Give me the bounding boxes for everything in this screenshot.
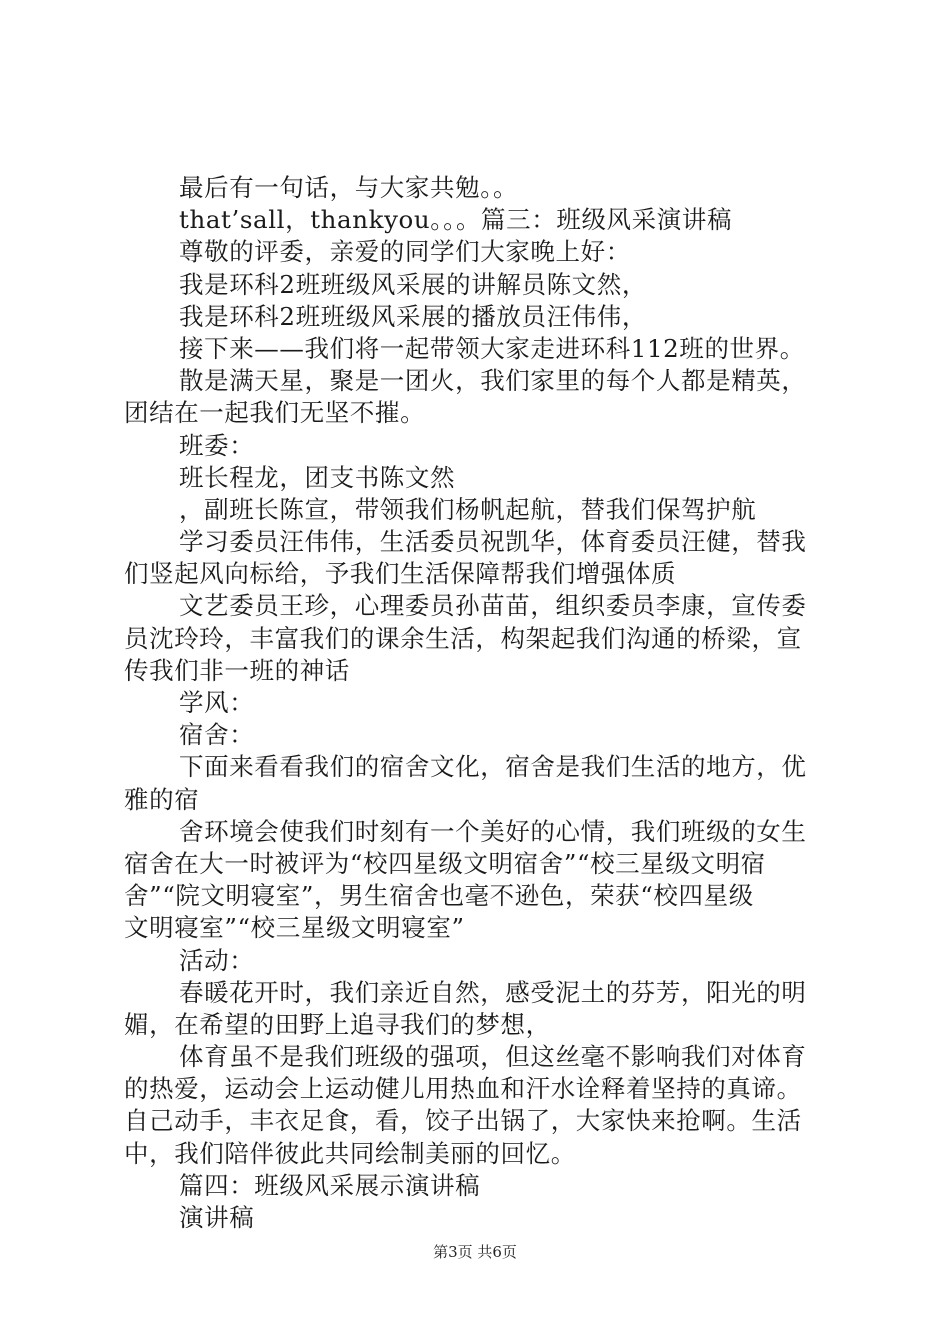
text-line: 最后有一句话，与大家共勉。。: [179, 173, 519, 202]
section-heading: 篇四：班级风采展示演讲稿: [179, 1170, 481, 1200]
text-line: 体育虽不是我们班级的强项，但这丝毫不影响我们对体育: [179, 1042, 807, 1072]
text-line: 文艺委员王珍，心理委员孙苗苗，组织委员李康，宣传委: [179, 591, 807, 621]
page-number-footer: 第3页 共6页: [433, 1243, 517, 1261]
text-line: 下面来看看我们的宿舍文化，宿舍是我们生活的地方，优: [179, 752, 807, 782]
section-heading: 活动：: [179, 945, 255, 975]
document-body: [124, 172, 834, 1234]
section-heading: 宿舍：: [179, 720, 255, 750]
text-line: 团结在一起我们无坚不摧。: [124, 398, 426, 428]
text-line: 我是环科2班班级风采展的播放员汪伟伟，: [179, 301, 647, 331]
text-line: 班长程龙，团支书陈文然: [179, 462, 456, 492]
text-line: 舍环境会使我们时刻有一个美好的心情，我们班级的女生: [179, 816, 807, 846]
section-heading: 学风：: [179, 688, 255, 717]
text-line: 学习委员汪伟伟，生活委员祝凯华，体育委员汪健，替我: [179, 527, 807, 557]
text-line: that’sall，thankyou。。。篇三：班级风采演讲稿: [179, 205, 733, 235]
text-line: 中，我们陪伴彼此共同绘制美丽的回忆。: [124, 1138, 576, 1168]
section-heading: 班委：: [179, 430, 255, 460]
text-line: 文明寝室”“校三星级文明寝室”: [124, 913, 465, 943]
text-line: 我是环科2班班级风采展的讲解员陈文然，: [179, 269, 647, 299]
text-line: 演讲稿: [179, 1203, 255, 1232]
text-line: 尊敬的评委，亲爱的同学们大家晚上好：: [179, 237, 631, 267]
text-line: 接下来——我们将一起带领大家走进环科112班的世界。: [179, 333, 805, 363]
text-line: 舍”“院文明寝室”，男生宿舍也毫不逊色，荣获“校四星级: [124, 881, 754, 911]
text-line: 春暖花开时，我们亲近自然，感受泥土的芬芳，阳光的明: [179, 977, 807, 1007]
text-line: 员沈玲玲，丰富我们的课余生活，构架起我们沟通的桥梁，宣: [124, 623, 802, 653]
text-line: 雅的宿: [124, 784, 200, 814]
text-line: 宿舍在大一时被评为“校四星级文明宿舍”“校三星级文明宿: [124, 848, 766, 878]
text-line: 自己动手，丰衣足食，看，饺子出锅了，大家快来抢啊。生活: [124, 1106, 802, 1136]
text-line: 们竖起风向标给，予我们生活保障帮我们增强体质: [124, 559, 677, 589]
text-line: 散是满天星，聚是一团火，我们家里的每个人都是精英，: [179, 366, 807, 396]
text-line: 传我们非一班的神话: [124, 655, 350, 685]
text-line: 媚，在希望的田野上追寻我们的梦想，: [124, 1009, 551, 1039]
text-line: ，副班长陈宣，带领我们杨帆起航，替我们保驾护航: [179, 494, 757, 524]
text-line: 的热爱，运动会上运动健儿用热血和汗水诠释着坚持的真谛。: [124, 1074, 802, 1104]
